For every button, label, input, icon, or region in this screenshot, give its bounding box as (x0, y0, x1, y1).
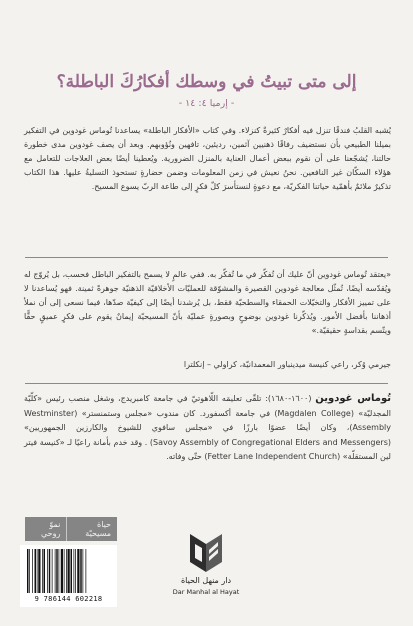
endorsement-quote: «يعتقد تُوماس غودوين أنّ عليك أن تُفكّر في ما تُفكّر به. ففي عالمٍ لا يسمح بالتفكير الباطل فحسب، بل يُروّج له ويُقدّسه أيضًا، تُمثّل معالجة غودوين القصيرة والمشوّقة للعمليّات الأخلاقيّة الذهنيّة جوهرةً ثمينة. فهو يُساعدنا لا على تمييز الأفكار والتخيّلات الحمقاء والسطحيّة فقط، بل يُرشدنا أيضًا إلى كيفيّة صدّها، فيما نسعى إلى أن نملأ أذهاننا بأفضل الأمور. ويُذكّرنا غودوين بوضوحٍ وبصورةٍ عمليّة بأنّ المسيحيّة إيمانٌ يقوم على فكرٍ عميقٍ حقًّا ويتّسم بقداسةٍ حقيقيّة.» (24, 270, 391, 335)
endorsement-source: جيرمي وُكر، راعي كنيسة ميدينباور المعمدانيّة، كراولي – إنكلترا (183, 360, 391, 369)
section-divider (25, 257, 388, 258)
publisher-name-arabic: دار منهل الحياة (180, 576, 232, 585)
back-cover-title: إلى متى تبيتُ في وسطك أفكارُكَ الباطلة؟ (56, 72, 357, 92)
author-bio (24, 392, 391, 465)
isbn-number: 9 786144 602218 (34, 595, 103, 603)
category-tag: نموّ روحي (25, 517, 67, 541)
publisher-logo (171, 528, 241, 620)
section-divider (25, 383, 388, 384)
publisher-name-english: Dar Manhal al Hayat (172, 588, 240, 596)
barcode-icon (26, 549, 111, 593)
isbn-barcode (20, 545, 117, 607)
author-bio-text: تلقّى تعليمَه اللّاهوتيّ في جامعة كامبريدج، وشغل منصب رئيس «كلّيّة المجدليّة» (Magdalen College) في جامعة أكسفورد. كان مندوب «مجلس وستمنستر» (Westminster Assembly)، وكان أيضًا عضوًا بارزًا في «مجلس سافوي للشيوخ والكارزين الجمهوريين» (24, 394, 391, 432)
open-book-logo-icon (187, 528, 225, 574)
category-tags (25, 517, 117, 541)
author-bio-text-end: . وقد خدم بأمانة راعيًا لـ «كنيسة فيتر لين المستقلّة» (Fetter Lane Independent Church) حتّى وفاته. (24, 437, 391, 461)
scripture-reference: - إرميا ٤: ١٤ - (178, 98, 235, 109)
author-bio-text-latin: (Savoy Assembly of Congregational Elders and Messengers) (149, 437, 391, 447)
author-dates: (١٦٠٠-١٦٨٠): (265, 394, 312, 403)
intro-paragraph: يُشبه القلبُ فندقًا تنزل فيه أفكارٌ كثيرةٌ كنزلاء. وفي كتاب «الأفكار الباطلة» يساعدنا تُوماس غودوين في التفكير بميلنا الطبيعي بأن نستضيف رفاقًا ذهنيين آثمين، رديئين، تافهين ونُؤوبهم. وبعد أن يصف غودوين مدى خطورة حالتنا، يُشجّعنا على أن نقوم ببعض أعمال العناية بالمنزل الضرورية. ويُعطينا أيضًا بعض العلاجات للتعامل مع هؤلاء السكّان غير النافعين. نحنُ نعيش في زمن المعلومات وضمن حضارةٍ تستحوذ التسليةُ عليها. هذا الكتاب تذكيرٌ ملائمٌ بأهمّية حياتنا الفكريّة، مع دعوةٍ لنستأسرَ كلّ فكرٍ إلى طاعة الربّ يسوع المسيح. (24, 126, 391, 191)
author-name: تُوماس غودوين (315, 393, 392, 404)
category-tag: حياة مسيحيّة (67, 517, 117, 541)
